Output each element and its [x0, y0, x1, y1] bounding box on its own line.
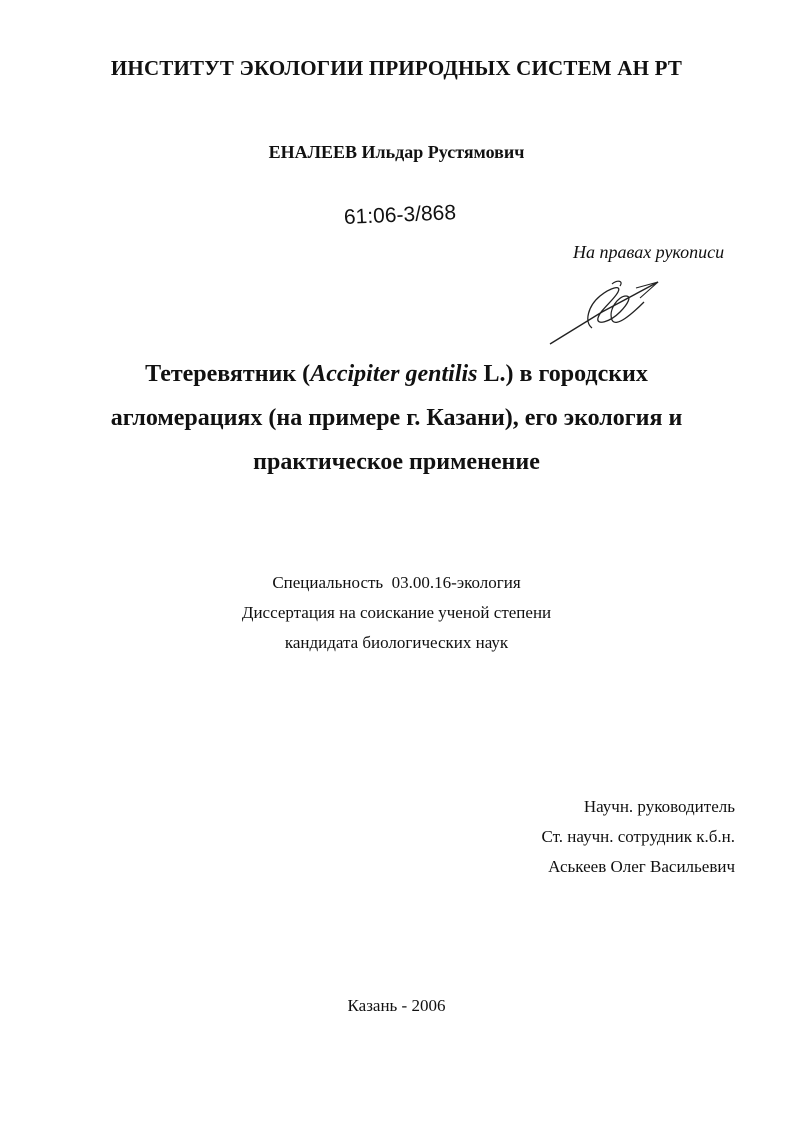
city-year: Казань - 2006 — [347, 996, 446, 1015]
specialty-line: Специальность 03.00.16-экология — [272, 573, 521, 592]
dissertation-title — [0, 352, 793, 484]
handwritten-signature — [540, 270, 670, 350]
author-name: ЕНАЛЕЕВ Ильдар Рустямович — [268, 142, 525, 162]
supervisor-role: Научн. руководитель — [583, 797, 735, 816]
supervisor-position: Ст. научн. сотрудник к.б.н. — [541, 827, 735, 846]
title-latin-name: Accipiter gentilis — [310, 361, 478, 387]
title-line-1 — [0, 352, 793, 396]
supervisor-name: Аськеев Олег Васильевич — [548, 857, 735, 876]
supervisor-block — [460, 792, 735, 882]
institute-name: ИНСТИТУТ ЭКОЛОГИИ ПРИРОДНЫХ СИСТЕМ АН РТ — [110, 56, 683, 80]
degree-line-2: кандидата биологических наук — [284, 633, 509, 652]
title-line-2: агломерациях (на примере г. Казани), его экология и — [110, 405, 683, 431]
rights-note: На правах рукописи — [573, 242, 725, 262]
degree-info — [0, 568, 793, 658]
title-line-3: практическое применение — [253, 449, 540, 475]
title-line-1-prefix: Тетеревятник ( — [145, 361, 311, 387]
degree-line-1: Диссертация на соискание ученой степени — [241, 603, 552, 622]
catalog-code-stamp: 61:06-3/868 — [343, 201, 457, 229]
title-line-1-suffix: L.) в городских — [477, 361, 648, 387]
